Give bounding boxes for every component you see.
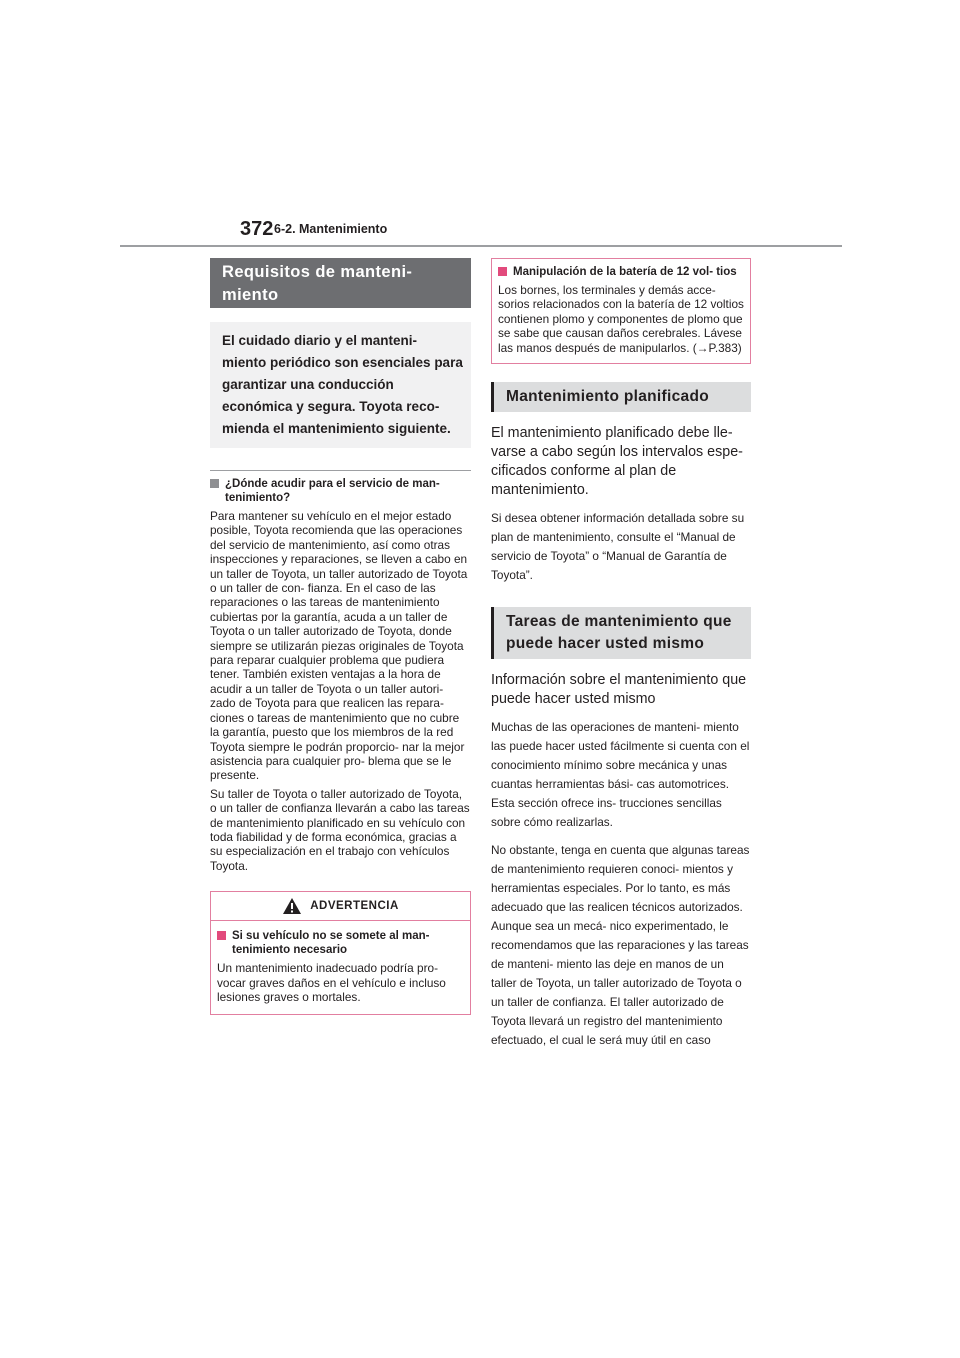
- square-bullet-icon: [498, 267, 507, 276]
- right-column: [491, 258, 751, 1050]
- requirements-lead: El cuidado diario y el manteni- miento periódico son esenciales para garantizar una conducción económica y segura. Toyota reco- mienda el mantenimiento siguiente.: [210, 322, 471, 448]
- planned-maintenance-banner: Mantenimiento planificado: [491, 382, 751, 412]
- diy-maintenance-lead: Información sobre el mantenimiento que puede hacer usted mismo: [491, 672, 747, 708]
- warning-title-row: [217, 929, 464, 957]
- where-service-paragraph-2: Su taller de Toyota o taller autorizado de Toyota, o un taller de confianza llevarán a cabo las tareas de mantenimiento planificado en su vehículo con toda fiabilidad y de forma económica, gracias a su especialización en el trabajo con vehículos Toyota.: [210, 786, 470, 873]
- header-divider: [120, 245, 842, 247]
- warning-header: [211, 892, 470, 921]
- battery-info-box: [491, 258, 751, 364]
- section-separator: [210, 470, 471, 471]
- where-service-paragraph-1: Para mantener su vehículo en el mejor estado posible, Toyota recomienda que las operaciones del servicio de mantenimiento, así como otras inspecciones y reparaciones, se lleven a cabo en un taller de Toyota, un taller autorizado de Toyota o un taller de con- fianza. En el caso de las reparaciones o las tareas de mantenimiento cubiertas por la garantía, acuda a un taller de Toyota o un taller autorizado de Toyota, donde siempre se utilizarán piezas originales de Toyota para reparar cualquier problema que pudiera tener. También existen ventajas a la hora de acudir a un taller de Toyota o un taller autori- zado de Toyota para que realicen las repara- ciones o tareas de mantenimiento que no cubre la garantía, puesto que los miembros de la red Toyota siempre le podrán proporcio- nar la mejor asistencia para cualquier pro- blema que se le presente.: [210, 509, 468, 783]
- diy-maintenance-paragraph-1: Muchas de las operaciones de manteni- miento las puede hacer usted fácilmente si cuenta con el conocimiento mínimo sobre mecánica y unas cuantas herramientas bási- cas automotrices. Esta sección ofrece ins- trucciones sencillas sobre cómo realizarlas.: [491, 720, 750, 830]
- requirements-banner: Requisitos de manteni- miento: [210, 258, 471, 308]
- planned-maintenance-paragraph: Si desea obtener información detallada sobre su plan de mantenimiento, consulte el “Manual de servicio de Toyota” o “Manual de Garantía de Toyota”.: [491, 511, 745, 583]
- diy-maintenance-paragraph-2: No obstante, tenga en cuenta que algunas tareas de mantenimiento requieren conoci- mientos y herramientas especiales. Por lo tanto, es más adecuado que las realicen técnicos autorizados. Aunque sea un mecá- nico experimentado, le recomendamos que las reparaciones y las tareas de manteni- miento las deje en manos de un taller de Toyota, un taller autorizado de Toyota o un taller de confianza. El taller autorizado de Toyota llevará un registro del mantenimiento efectuado, el cual le será muy útil en caso: [491, 843, 750, 1048]
- warning-text: Un mantenimiento inadecuado podría pro- vocar graves daños en el vehículo e incluso lesiones graves o mortales.: [217, 961, 446, 1004]
- warning-box: [210, 891, 471, 1015]
- battery-title: Manipulación de la batería de 12 vol- tios: [513, 266, 737, 278]
- diy-maintenance-banner: Tareas de mantenimiento que puede hacer usted mismo: [491, 607, 751, 659]
- square-bullet-icon: [217, 931, 226, 940]
- warning-title: Si su vehículo no se somete al man- tenimiento necesario: [232, 930, 430, 957]
- warning-label: ADVERTENCIA: [310, 900, 399, 913]
- section-title: 6-2. Mantenimiento: [274, 222, 388, 236]
- battery-heading: [498, 265, 744, 279]
- page-number: 372: [240, 218, 274, 240]
- warning-triangle-icon: [282, 897, 302, 915]
- where-service-heading: [210, 477, 471, 505]
- battery-text: Los bornes, los terminales y demás acce- sorios relacionados con la batería de 12 voltios contienen plomo y componentes de plomo que se sabe que causan daños cerebrales. Lávese las manos después de manipularlos. (→P.383): [498, 283, 744, 355]
- planned-maintenance-lead: El mantenimiento planificado debe lle- varse a cabo según los intervalos espe- cificados conforme al plan de mantenimiento.: [491, 425, 743, 499]
- where-service-title: ¿Dónde acudir para el servicio de man- tenimiento?: [225, 478, 440, 504]
- square-bullet-icon: [210, 479, 219, 488]
- left-column: [210, 258, 471, 1015]
